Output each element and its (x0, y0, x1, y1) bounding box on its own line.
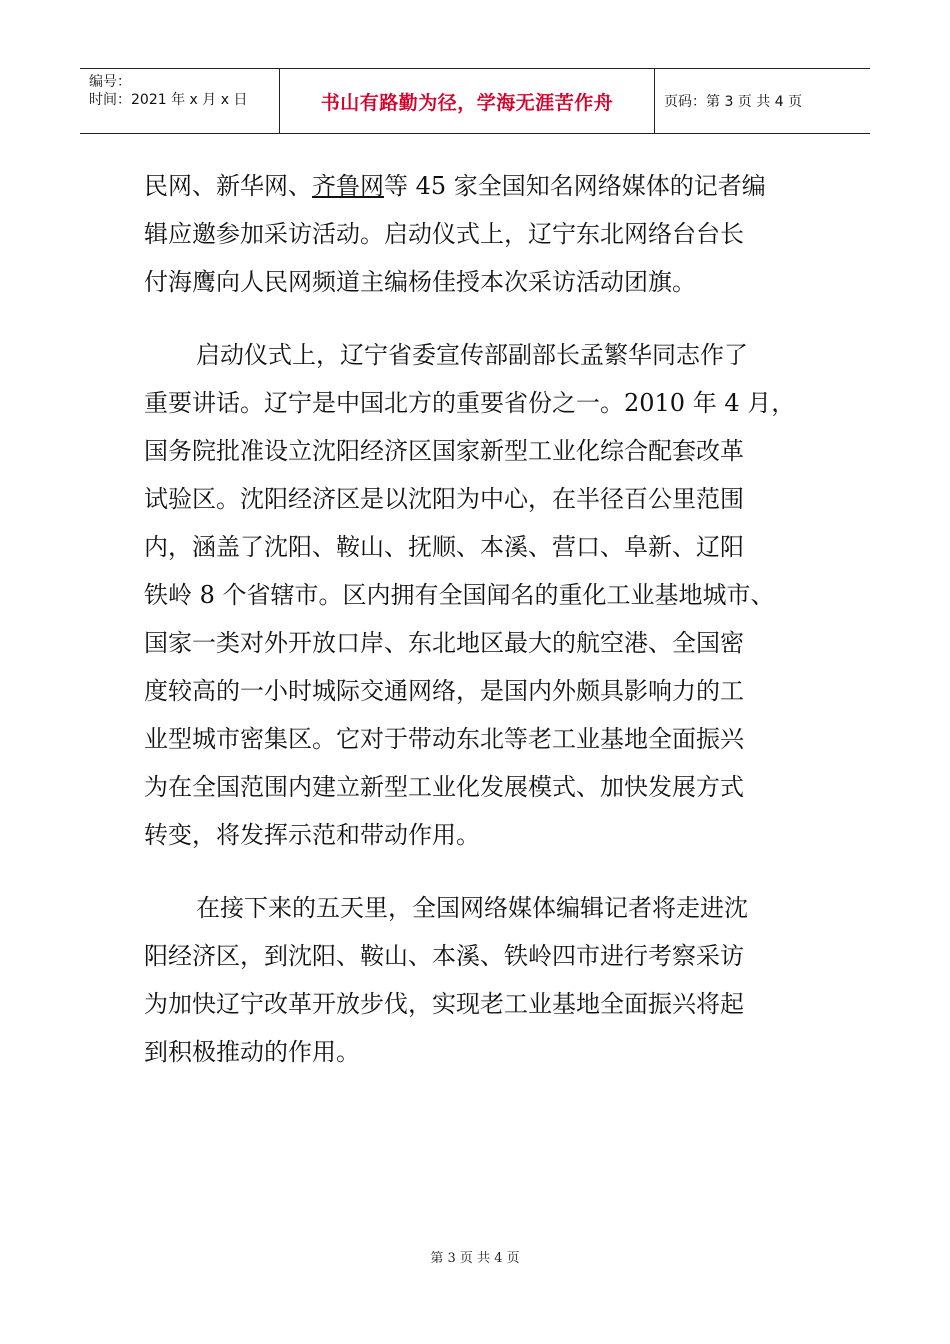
page-header (80, 68, 870, 134)
document-time-label: 时间：2021 年 x 月 x 日 (89, 92, 248, 108)
text-line: 国务院批准设立沈阳经济区国家新型工业化综合配套改革 (144, 437, 744, 465)
header-page-info: 页码：第 3 页 共 4 页 (664, 94, 803, 110)
text-line (144, 162, 812, 210)
text-line: 内，涵盖了沈阳、鞍山、抚顺、本溪、营口、阜新、辽阳 (144, 533, 744, 561)
text-line: 阳经济区，到沈阳、鞍山、本溪、铁岭四市进行考察采访 (144, 942, 744, 970)
text-line: 为加快辽宁改革开放步伐，实现老工业基地全面振兴将起 (144, 990, 744, 1018)
document-number-label: 编号： (89, 74, 131, 90)
text-line: 国家一类对外开放口岸、东北地区最大的航空港、全国密 (144, 629, 744, 657)
text-line: 重要讲话。辽宁是中国北方的重要省份之一。2010 年 4 月， (144, 389, 796, 417)
text-segment: 民网、新华网、 (144, 172, 312, 200)
paragraph-3 (144, 884, 812, 1076)
text-line: 业型城市密集区。它对于带动东北等老工业基地全面振兴 (144, 725, 744, 753)
qilu-link[interactable]: 齐鲁网 (312, 172, 384, 200)
text-line: 转变，将发挥示范和带动作用。 (144, 821, 480, 849)
header-meta (80, 69, 280, 133)
text-line: 到积极推动的作用。 (144, 1038, 360, 1066)
text-line: 试验区。沈阳经济区是以沈阳为中心，在半径百公里范围 (144, 485, 744, 513)
text-segment: 等 45 家全国知名网络媒体的记者编 (384, 172, 766, 200)
text-line: 付海鹰向人民网频道主编杨佳授本次采访活动团旗。 (144, 268, 696, 296)
page-footer: 第 3 页 共 4 页 (430, 1251, 520, 1266)
text-line: 度较高的一小时城际交通网络，是国内外颇具影响力的工 (144, 677, 744, 705)
paragraph-2 (144, 331, 812, 859)
document-body (144, 162, 812, 1101)
header-motto: 书山有路勤为径，学海无涯苦作舟 (280, 69, 655, 133)
text-line: 辑应邀参加采访活动。启动仪式上，辽宁东北网络台台长 (144, 220, 744, 248)
text-line: 铁岭 8 个省辖市。区内拥有全国闻名的重化工业基地城市、 (144, 581, 775, 609)
paragraph-1 (144, 162, 812, 306)
text-line: 启动仪式上，辽宁省委宣传部副部长孟繁华同志作了 (196, 341, 748, 369)
text-line: 在接下来的五天里，全国网络媒体编辑记者将走进沈 (196, 894, 748, 922)
text-line: 为在全国范围内建立新型工业化发展模式、加快发展方式 (144, 773, 744, 801)
